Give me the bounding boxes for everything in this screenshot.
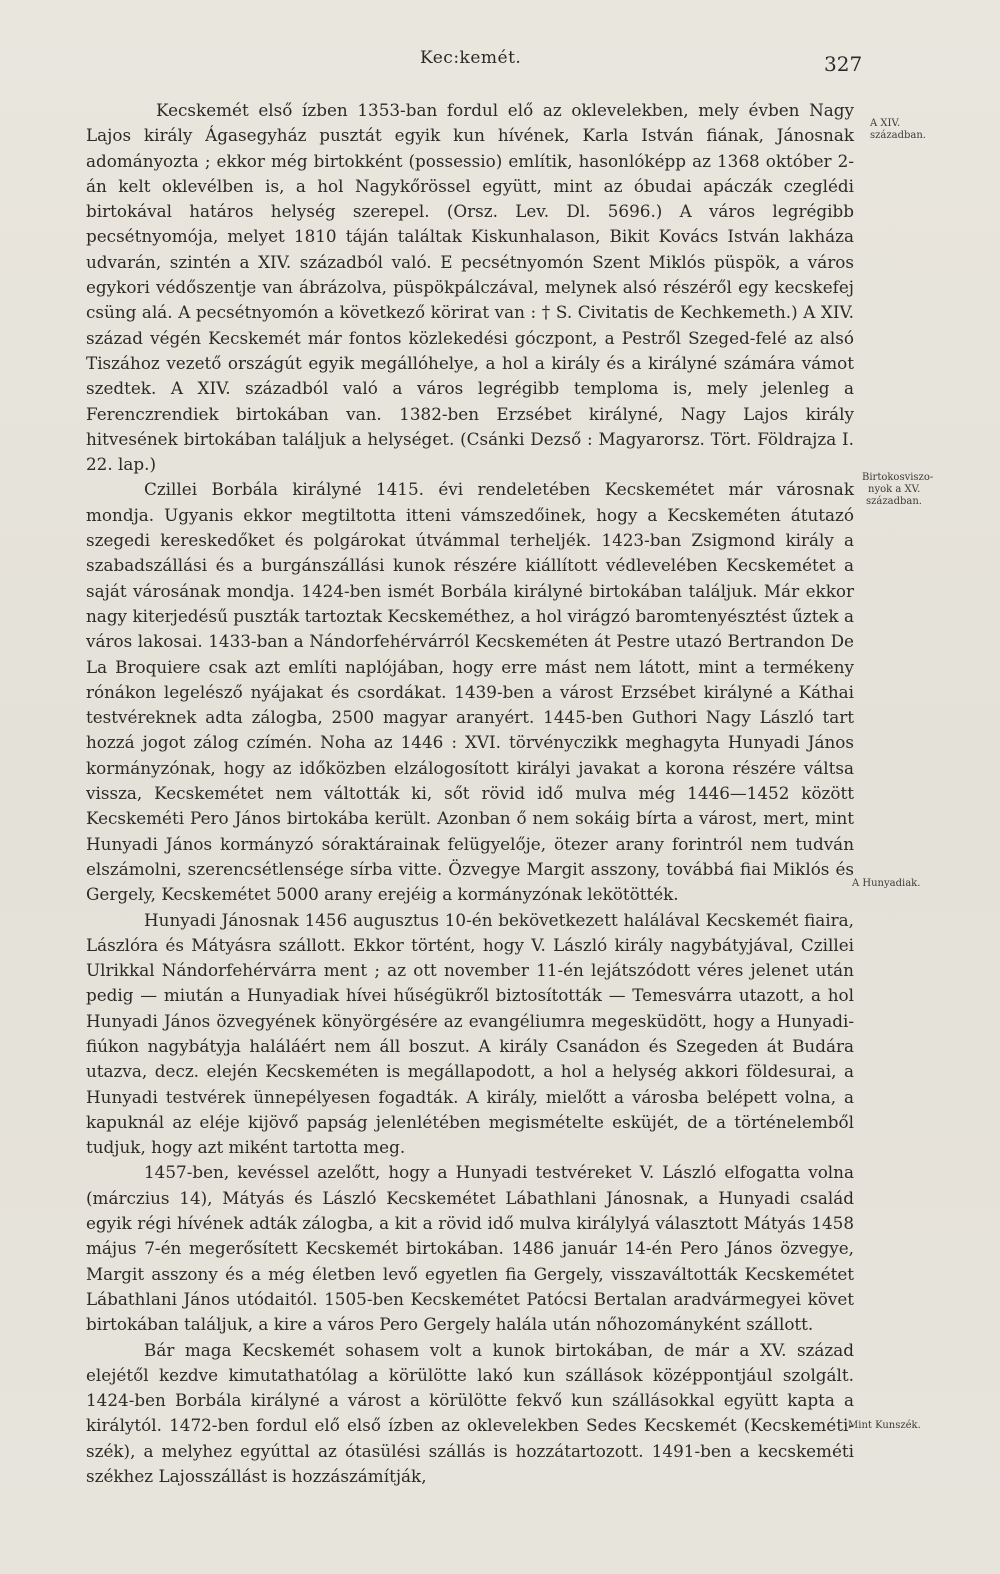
paragraph-kunszek: Bár maga Kecskemét sohasem volt a kunok birtokában, de már a XV. század elejétől kezdve kimutathatólag a körülötte lakó kun szállások középpontjául szolgált. 1424-ben Borbála királyné a várost a körülötte fekvő kun szállásokkal együtt kapta a királytól. 1472-ben fordul elő első ízben az oklevelekben Sedes Kecskemét (Kecskeméti-szék), a melyhez egyúttal az ótasülési szállás is hozzátartozott. 1491-ben a kecskeméti székhez Lajosszállást is hozzászámítják,: [86, 1339, 854, 1487]
margin-note-kunszek: [848, 1420, 952, 1432]
margin-note-line: században.: [870, 130, 926, 141]
paragraph-origins: Kecskemét első ízben 1353-ban fordul elő az oklevelekben, mely évben Nagy Lajos király Ágasegyház pusztát egyik kun hívének, Karla István fiának, Jánosnak adományozta ; ekkor még birtokként (possessio) említik, hasonlóképp az 1368 október 2-án kelt oklevélben is, a hol Nagykőrössel együtt, mint az óbudai apáczák czeglédi birtokával határos helység szerepel. (Orsz. Lev. Dl. 5696.) A város legrégibb pecsétnyomója, melyet 1810 táján találtak Kiskunhalason, Bikit Kovács István lakháza udvarán, szintén a XIV. századból való. E pecsétnyomón Szent Miklós püspök, a város egykori védőszentje van ábrázolva, püspökpálczával, melynek alsó részéről egy kecskefej csüng alá. A pecsétnyomón a következő körirat van : † S. Civitatis de Kechkemeth.) A XIV. század végén Kecskemét már fontos közlekedési góczpont, a Pestről Szeged-felé az alsó Tiszához vezető országút egyik megállóhelye, a hol a király és a királyné számára vámot szedtek. A XIV. századból való a város legrégibb temploma is, mely jelenleg a Ferenczrendiek birtokában van. 1382-ben Erzsébet királyné, Nagy Lajos király hitvesének birtokában találjuk a helységet. (Csánki Dezső : Magyarorsz. Tört. Földrajza I. 22. lap.): [86, 100, 854, 475]
margin-note-line: A XIV.: [870, 118, 901, 129]
margin-note-line: A Hunyadiak.: [852, 878, 921, 889]
margin-note-hunyadi: [852, 878, 956, 890]
paragraph-15th-century: Czillei Borbála királyné 1415. évi rendeletében Kecskemétet már városnak mondja. Ugyanis ekkor megtiltotta itteni vámszedőinek, hogy a Kecskeméten átutazó szegedi kereskedőket és polgárokat útvámmal terheljék. 1423-ban Zsigmond király a szabadszállási és a burgánszállási kunok részére kiállított védlevelében Kecskemétet a saját városának mondja. 1424-ben ismét Borbála királyné birtokában találjuk. Már ekkor nagy kiterjedésű puszták tartoztak Kecskeméthez, a hol virágzó baromtenyésztést űztek a város lakosai. 1433-ban a Nándorfehérvárról Kecskeméten át Pestre utazó Bertrandon De La Broquiere csak azt említi naplójában, hogy erre mást nem látott, mint a termékeny rónákon legelésző nyájakat és csordákat. 1439-ben a várost Erzsébet királyné a Káthai testvéreknek adta zálogba, 2500 magyar aranyért. 1445-ben Guthori Nagy László tart hozzá jogot zálog czímén. Noha az 1446 : XVI. törvényczikk meghagyta Hunyadi János kormányzónak, hogy az időközben elzálogosított királyi javakat a korona részére váltsa vissza, Kecskemétet nem váltották ki, sőt rövid idő mulva még 1446—1452 között Kecskeméti Pero János birtokába került. Azonban ő nem sokáig bírta a várost, mert, mint Hunyadi János kormányzó sóraktárainak felügyelője, ötezer arany forintról nem tudván elszámolni, szerencsétlensége sírba vitte. Özvegye Margit asszony, továbbá fiai Miklós és Gergely, Kecskemétet 5000 arany erejéig a kormányzónak lekötötték.: [86, 479, 854, 905]
paragraph-1457: 1457-ben, kevéssel azelőtt, hogy a Hunyadi testvéreket V. László elfogatta volna (márczius 14), Mátyás és László Kecskemétet Lábathlani Jánosnak, a Hunyadi család egyik régi hívének adták zálogba, a kit a rövid idő mulva királylyá választott Mátyás 1458 május 7-én megerősített Kecskemét birtokában. 1486 január 14-én Pero János özvegye, Margit asszony és a még életben levő egyetlen fia Gergely, visszaváltották Kecskemétet Lábathlani János utódaitól. 1505-ben Kecskemétet Patócsi Bertalan aradvármegyei követ birtokában találjuk, a kire a város Pero Gergely halála után nőhozományként szállott.: [86, 1162, 854, 1335]
margin-note-line: században.: [866, 496, 922, 507]
main-text: [86, 98, 854, 1489]
margin-note-line: Birtokosviszo-: [862, 472, 934, 483]
margin-note-line: nyok a XV.: [868, 484, 921, 495]
margin-note-14th-century: [870, 118, 974, 142]
paragraph-hunyadi: Hunyadi Jánosnak 1456 augusztus 10-én bekövetkezett halálával Kecskemét fiaira, Lászlóra és Mátyásra szállott. Ekkor történt, hogy V. László király nagybátyjával, Czillei Ulrikkal Nándorfehérvárra ment ; az ott november 11-én lejátszódott véres jelenet után pedig — miután a Hunyadiak hívei hűségükről biztosították — Temesvárra utazott, a hol Hunyadi János özvegyének könyörgésére az evangéliumra megesküdött, hogy a Hunyadi-fiúkon nagybátyja haláláért nem áll boszut. A király Csanádon és Szegeden át Budára utazva, decz. elején Kecskeméten is megállapodott, a hol a helység akkori földesurai, a Hunyadi testvérek ünnepélyesen fogadták. A király, mielőtt a városba belépett volna, a kapuknál az eléje kijövő papság jelenlétében megismételte esküjét, de a történelemből tudjuk, hogy azt miként tartotta meg.: [86, 909, 854, 1158]
margin-note-line: Mint Kunszék.: [848, 1420, 921, 1431]
running-head: Kec:kemét.: [420, 48, 522, 68]
margin-note-ownership: [862, 472, 966, 508]
page-number: 327: [824, 52, 863, 76]
